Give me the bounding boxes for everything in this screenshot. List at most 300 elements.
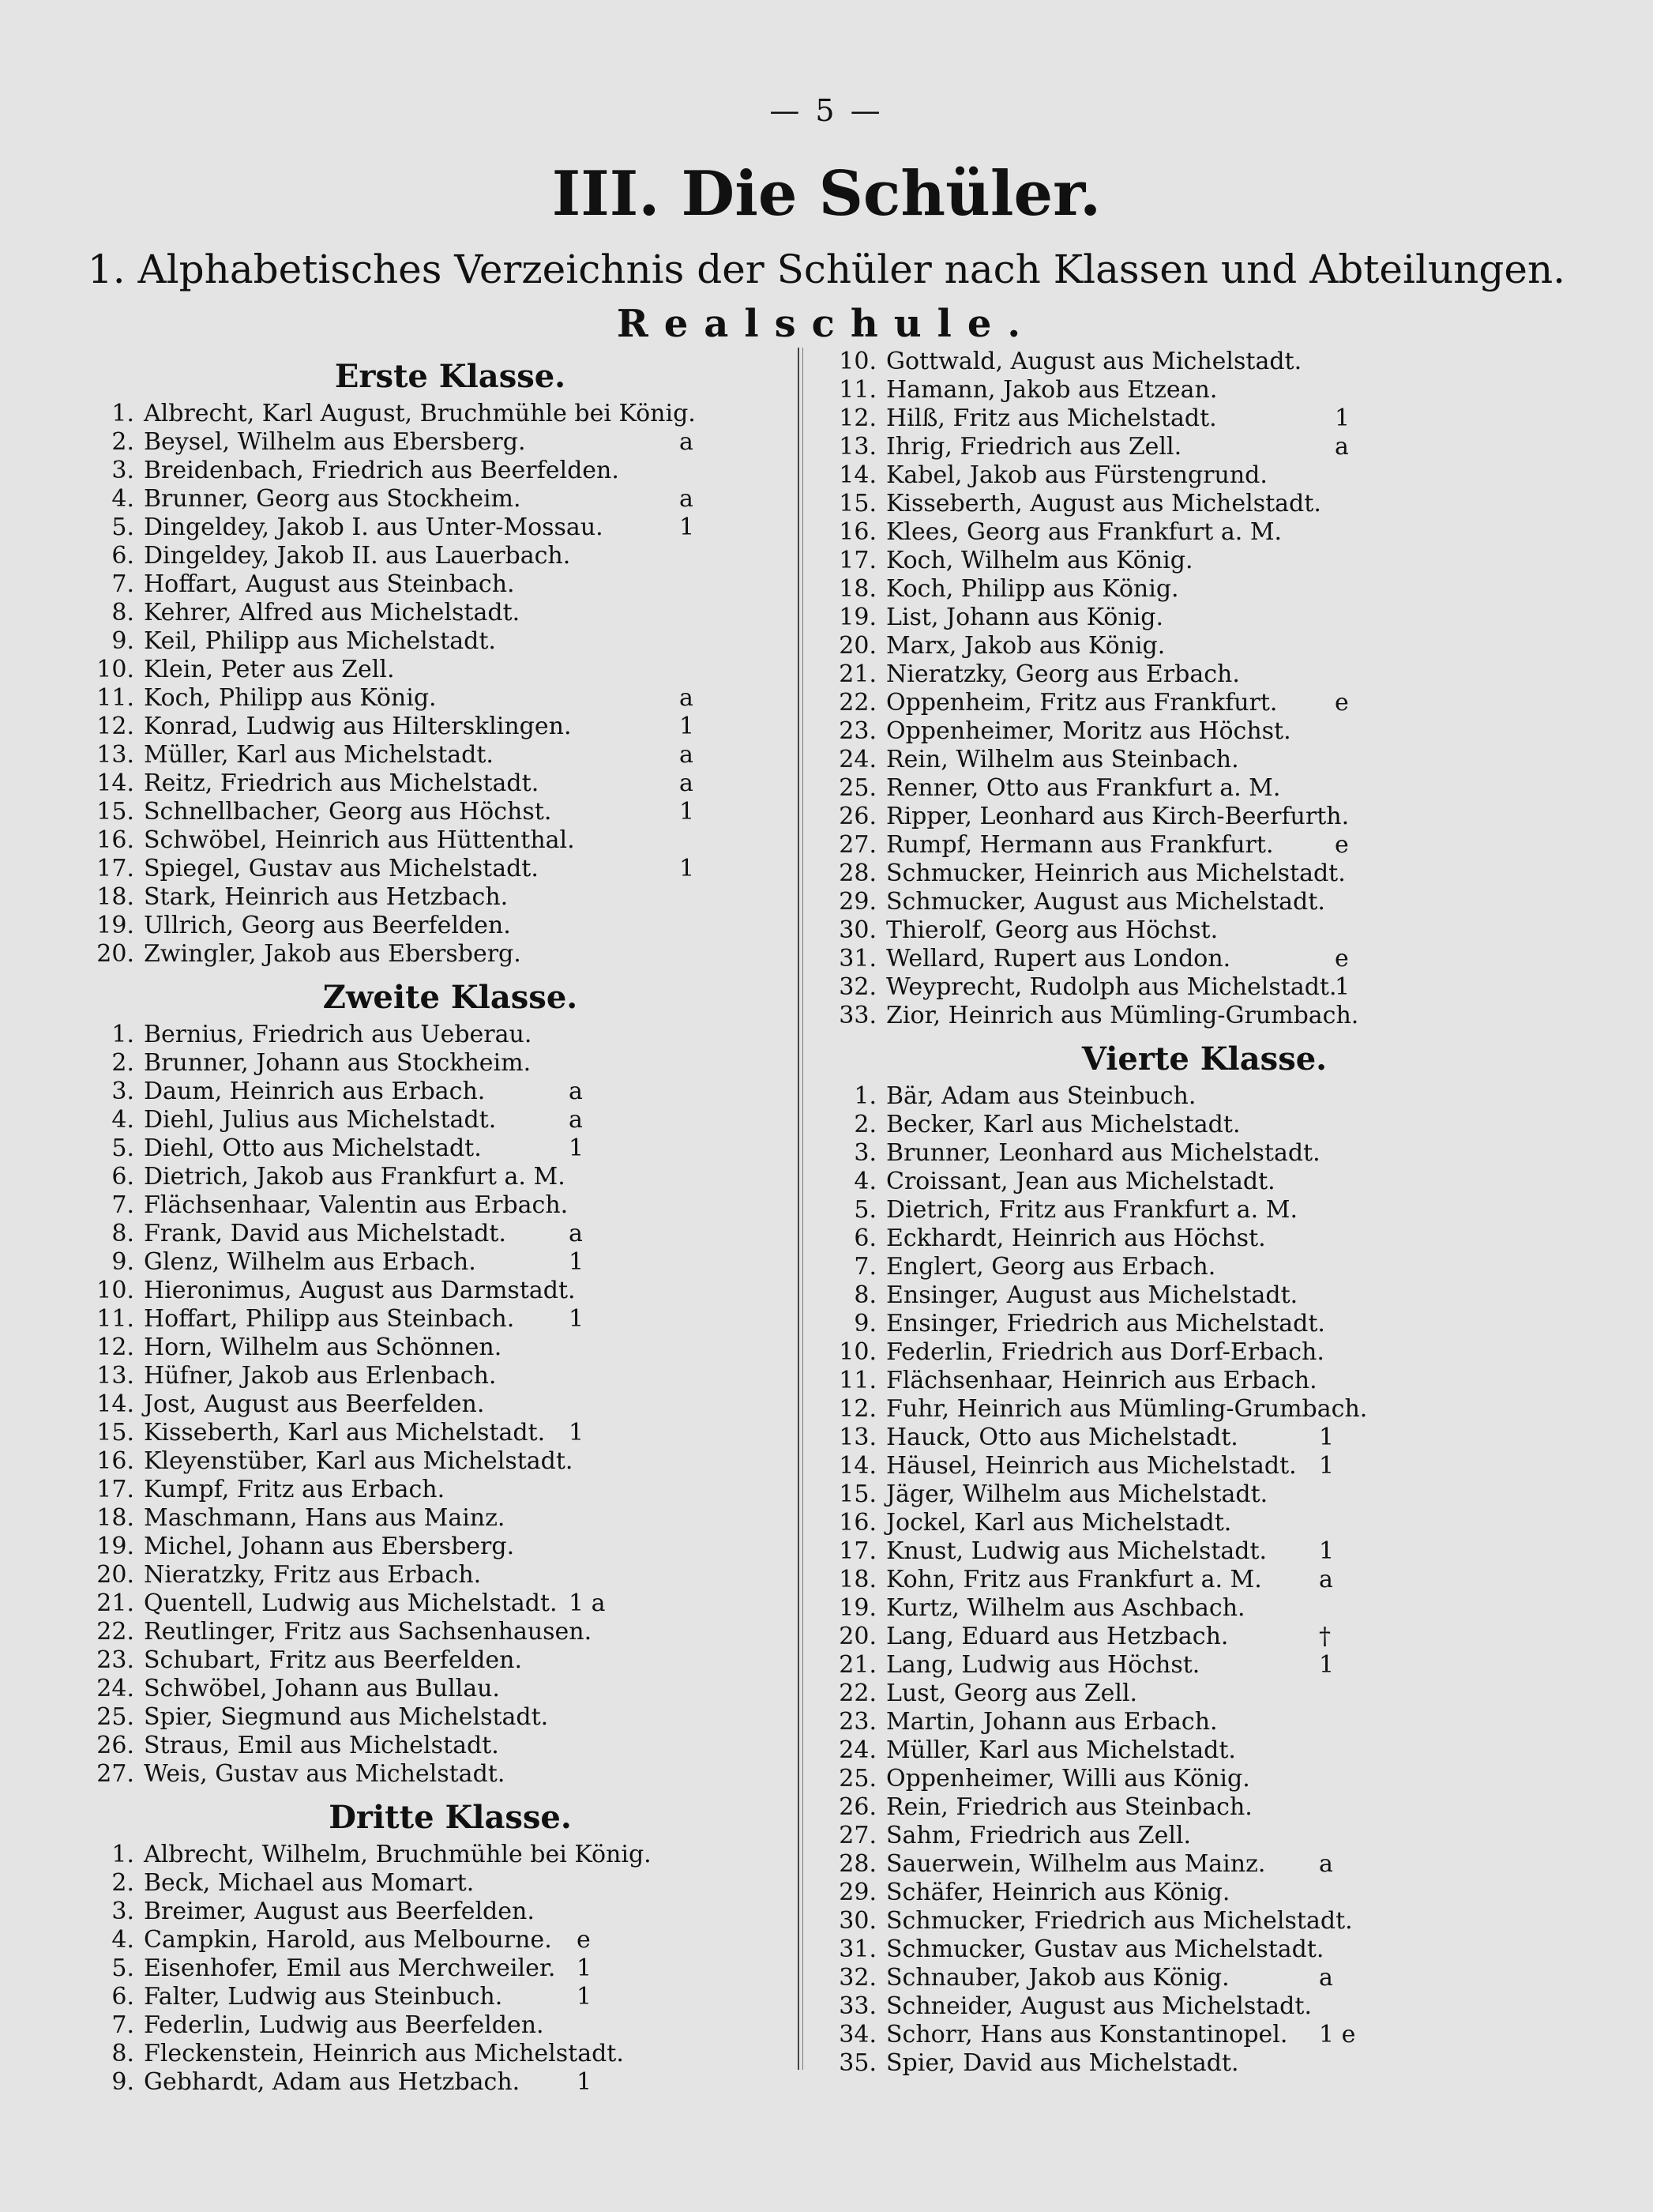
student-row — [95, 1305, 806, 1334]
student-row — [95, 1447, 806, 1476]
student-row — [837, 1139, 1572, 1168]
student-number: 2. — [111, 1049, 134, 1077]
student-name: Michel, Johann aus Ebersberg. — [144, 1533, 515, 1560]
student-list — [95, 400, 806, 969]
student-name: Schnauber, Jakob aus König. — [886, 1964, 1230, 1992]
student-row — [95, 542, 806, 570]
student-name: Schmucker, Heinrich aus Michelstadt. — [886, 860, 1346, 887]
student-mark: e — [577, 1926, 591, 1954]
page-number: — 5 — — [769, 93, 884, 128]
student-row — [837, 916, 1572, 945]
student-row — [837, 803, 1572, 831]
column-divider — [798, 348, 803, 2070]
student-name: Klees, Georg aus Frankfurt a. M. — [886, 518, 1283, 546]
student-row — [95, 1898, 806, 1926]
klasse-heading: Vierte Klasse. — [1081, 1040, 1328, 1078]
student-name: Ullrich, Georg aus Beerfelden. — [144, 912, 511, 939]
student-number: 13. — [96, 1362, 134, 1390]
student-list — [837, 348, 1572, 1030]
student-row — [95, 457, 806, 485]
student-number: 6. — [111, 542, 134, 570]
student-number: 13. — [839, 433, 877, 461]
student-name: Zior, Heinrich aus Mümling-Grumbach. — [886, 1002, 1359, 1029]
student-name: Weyprecht, Rudolph aus Michelstadt. — [886, 973, 1337, 1001]
student-number: 14. — [839, 461, 877, 489]
student-row — [95, 713, 806, 741]
student-row — [837, 1537, 1572, 1566]
student-number: 34. — [839, 2021, 877, 2048]
student-row — [837, 1765, 1572, 1793]
student-row — [95, 1220, 806, 1248]
student-row — [837, 888, 1572, 916]
student-number: 13. — [96, 741, 134, 769]
student-row — [95, 514, 806, 542]
student-row — [95, 1362, 806, 1390]
student-mark: a — [569, 1106, 583, 1134]
student-number: 9. — [111, 627, 134, 655]
student-number: 12. — [96, 713, 134, 740]
student-row — [95, 1983, 806, 2011]
student-row — [837, 1253, 1572, 1281]
student-row — [95, 1954, 806, 1983]
student-row — [837, 2021, 1572, 2049]
student-name: Kisseberth, August aus Michelstadt. — [886, 490, 1321, 517]
student-name: Kumpf, Fritz aus Erbach. — [144, 1476, 445, 1503]
student-row — [95, 1589, 806, 1618]
student-number: 31. — [839, 945, 877, 972]
student-row — [95, 1703, 806, 1732]
student-name: Rumpf, Hermann aus Frankfurt. — [886, 831, 1274, 859]
student-mark: 1 — [569, 1305, 584, 1333]
student-name: Albrecht, Wilhelm, Bruchmühle bei König. — [144, 1841, 652, 1868]
student-name: Reutlinger, Fritz aus Sachsenhausen. — [144, 1618, 592, 1646]
student-number: 28. — [839, 860, 877, 887]
student-name: Federlin, Ludwig aus Beerfelden. — [144, 2011, 544, 2039]
student-row — [837, 1452, 1572, 1480]
student-number: 4. — [111, 1926, 134, 1954]
right-column — [837, 348, 1572, 2078]
student-name: Klein, Peter aus Zell. — [144, 656, 395, 683]
student-number: 24. — [839, 746, 877, 773]
student-name: Dingeldey, Jakob II. aus Lauerbach. — [144, 542, 571, 570]
student-name: Flächsenhaar, Valentin aus Erbach. — [144, 1191, 569, 1219]
student-number: 7. — [111, 2011, 134, 2039]
student-number: 26. — [96, 1732, 134, 1759]
student-row — [837, 1367, 1572, 1395]
student-number: 18. — [839, 1566, 877, 1593]
student-mark: 1 — [679, 855, 695, 882]
student-mark: a — [1319, 1964, 1333, 1992]
student-mark: a — [1335, 433, 1349, 461]
student-row — [837, 1623, 1572, 1651]
student-number: 20. — [839, 1623, 877, 1650]
student-mark: 1 — [577, 2068, 592, 2096]
student-number: 10. — [96, 1277, 134, 1304]
student-name: Thierolf, Georg aus Höchst. — [886, 916, 1219, 944]
student-row — [837, 1566, 1572, 1594]
student-number: 8. — [111, 1220, 134, 1247]
student-row — [837, 1708, 1572, 1736]
student-row — [837, 1480, 1572, 1509]
student-number: 1. — [854, 1082, 877, 1110]
student-name: Gottwald, August aus Michelstadt. — [886, 348, 1302, 375]
student-number: 2. — [854, 1111, 877, 1138]
student-row — [95, 741, 806, 769]
student-name: Schmucker, Friedrich aus Michelstadt. — [886, 1907, 1353, 1935]
student-row — [837, 1196, 1572, 1224]
student-number: 23. — [839, 717, 877, 745]
student-row — [95, 912, 806, 940]
student-number: 9. — [111, 2068, 134, 2096]
student-name: Marx, Jakob aus König. — [886, 632, 1166, 660]
student-mark: 1 — [679, 514, 695, 541]
student-number: 1. — [111, 400, 134, 427]
student-row — [837, 575, 1572, 604]
student-name: Spier, David aus Michelstadt. — [886, 2049, 1239, 2077]
student-name: Hüfner, Jakob aus Erlenbach. — [144, 1362, 497, 1390]
student-number: 27. — [839, 831, 877, 859]
student-name: Jäger, Wilhelm aus Michelstadt. — [886, 1480, 1268, 1508]
student-number: 27. — [96, 1760, 134, 1788]
student-row — [95, 1163, 806, 1191]
student-row — [95, 1841, 806, 1869]
student-number: 7. — [854, 1253, 877, 1281]
student-number: 17. — [96, 855, 134, 882]
student-number: 4. — [854, 1168, 877, 1195]
student-number: 29. — [839, 1879, 877, 1906]
student-row — [95, 1390, 806, 1419]
student-name: Frank, David aus Michelstadt. — [144, 1220, 506, 1247]
student-number: 6. — [111, 1163, 134, 1191]
student-name: Brunner, Johann aus Stockheim. — [144, 1049, 532, 1077]
student-number: 18. — [96, 883, 134, 911]
student-number: 4. — [111, 485, 134, 513]
student-name: Gebhardt, Adam aus Hetzbach. — [144, 2068, 520, 2096]
student-name: Albrecht, Karl August, Bruchmühle bei König. — [144, 400, 696, 427]
student-name: Englert, Georg aus Erbach. — [886, 1253, 1216, 1281]
student-number: 12. — [839, 404, 877, 432]
student-row — [837, 1002, 1572, 1030]
student-mark: a — [679, 769, 693, 797]
student-row — [95, 1760, 806, 1789]
student-number: 24. — [96, 1675, 134, 1702]
student-name: Spier, Siegmund aus Michelstadt. — [144, 1703, 549, 1731]
student-name: Brunner, Georg aus Stockheim. — [144, 485, 521, 513]
student-row — [95, 1134, 806, 1163]
student-row — [837, 490, 1572, 518]
student-row — [95, 1675, 806, 1703]
student-row — [95, 798, 806, 826]
student-name: Schmucker, Gustav aus Michelstadt. — [886, 1936, 1324, 1963]
student-name: Kisseberth, Karl aus Michelstadt. — [144, 1419, 546, 1446]
student-name: Weis, Gustav aus Michelstadt. — [144, 1760, 505, 1788]
student-number: 26. — [839, 1793, 877, 1821]
student-number: 5. — [111, 514, 134, 541]
student-name: Horn, Wilhelm aus Schönnen. — [144, 1334, 502, 1361]
student-row — [837, 831, 1572, 860]
student-name: Kabel, Jakob aus Fürstengrund. — [886, 461, 1268, 489]
student-number: 6. — [854, 1224, 877, 1252]
student-mark: 1 — [1335, 973, 1351, 1001]
student-number: 23. — [839, 1708, 877, 1736]
student-name: Dietrich, Fritz aus Frankfurt a. M. — [886, 1196, 1298, 1224]
klasse-heading: Erste Klasse. — [334, 358, 566, 395]
student-number: 9. — [854, 1310, 877, 1337]
student-number: 1. — [111, 1841, 134, 1868]
student-number: 11. — [839, 1367, 877, 1394]
student-name: Kehrer, Alfred aus Michelstadt. — [144, 599, 520, 626]
student-row — [95, 940, 806, 969]
student-number: 30. — [839, 916, 877, 944]
student-name: Maschmann, Hans aus Mainz. — [144, 1504, 505, 1532]
section-subtitle: 1. Alphabetisches Verzeichnis der Schüler nach Klassen und Abteilungen. — [87, 246, 1566, 292]
student-number: 19. — [96, 912, 134, 939]
student-row — [837, 1509, 1572, 1537]
student-number: 22. — [839, 689, 877, 717]
student-name: Schäfer, Heinrich aus König. — [886, 1879, 1230, 1906]
student-number: 17. — [839, 547, 877, 574]
student-name: Hoffart, Philipp aus Steinbach. — [144, 1305, 515, 1333]
student-number: 11. — [839, 376, 877, 404]
student-name: Beck, Michael aus Momart. — [144, 1869, 475, 1897]
student-name: Daum, Heinrich aus Erbach. — [144, 1078, 486, 1105]
student-name: Dietrich, Jakob aus Frankfurt a. M. — [144, 1163, 565, 1191]
student-mark: e — [1335, 689, 1349, 717]
student-row — [837, 1879, 1572, 1907]
student-row — [95, 656, 806, 684]
student-row — [95, 485, 806, 514]
student-name: Sahm, Friedrich aus Zell. — [886, 1822, 1192, 1849]
student-name: Oppenheimer, Moritz aus Höchst. — [886, 717, 1291, 745]
student-row — [95, 826, 806, 855]
student-name: Koch, Philipp aus König. — [886, 575, 1179, 603]
student-mark: 1 — [569, 1134, 584, 1162]
student-number: 19. — [839, 1594, 877, 1622]
student-number: 30. — [839, 1907, 877, 1935]
student-row — [837, 1310, 1572, 1338]
student-mark: a — [679, 684, 693, 712]
student-name: Martin, Johann aus Erbach. — [886, 1708, 1218, 1736]
student-name: Rein, Wilhelm aus Steinbach. — [886, 746, 1239, 773]
student-number: 5. — [111, 1134, 134, 1162]
student-row — [95, 2068, 806, 2097]
student-name: Spiegel, Gustav aus Michelstadt. — [144, 855, 539, 882]
student-mark: a — [1319, 1566, 1333, 1593]
student-name: Falter, Ludwig aus Steinbuch. — [144, 1983, 503, 2011]
student-number: 20. — [96, 940, 134, 968]
student-number: 4. — [111, 1106, 134, 1134]
student-number: 3. — [854, 1139, 877, 1167]
student-mark: 1 — [577, 1954, 592, 1982]
student-row — [837, 1395, 1572, 1424]
student-mark: a — [569, 1078, 583, 1105]
student-row — [95, 1049, 806, 1078]
student-name: Schorr, Hans aus Konstantinopel. — [886, 2021, 1288, 2048]
student-number: 15. — [96, 1419, 134, 1446]
student-name: Quentell, Ludwig aus Michelstadt. — [144, 1589, 558, 1617]
student-mark: 1 — [679, 713, 695, 740]
student-number: 11. — [96, 684, 134, 712]
student-name: Bär, Adam aus Steinbuch. — [886, 1082, 1197, 1110]
student-row — [837, 1992, 1572, 2021]
student-name: Stark, Heinrich aus Hetzbach. — [144, 883, 509, 911]
student-number: 25. — [839, 774, 877, 802]
student-number: 25. — [96, 1703, 134, 1731]
student-name: Schneider, August aus Michelstadt. — [886, 1992, 1312, 2020]
student-name: Eisenhofer, Emil aus Merchweiler. — [144, 1954, 556, 1982]
student-row — [837, 1736, 1572, 1765]
student-mark: a — [1319, 1850, 1333, 1878]
student-name: Ihrig, Friedrich aus Zell. — [886, 433, 1182, 461]
student-number: 32. — [839, 973, 877, 1001]
student-name: Campkin, Harold, aus Melbourne. — [144, 1926, 552, 1954]
student-mark: e — [1335, 831, 1349, 859]
student-row — [95, 1476, 806, 1504]
student-mark: 1 — [679, 798, 695, 826]
student-name: Rein, Friedrich aus Steinbach. — [886, 1793, 1253, 1821]
student-row — [837, 1168, 1572, 1196]
student-row — [837, 1850, 1572, 1879]
student-row — [95, 1419, 806, 1447]
student-row — [837, 1651, 1572, 1680]
student-name: Flächsenhaar, Heinrich aus Erbach. — [886, 1367, 1317, 1394]
student-mark: a — [679, 741, 693, 769]
student-name: Koch, Wilhelm aus König. — [886, 547, 1193, 574]
student-name: Ensinger, August aus Michelstadt. — [886, 1281, 1298, 1309]
student-row — [837, 1338, 1572, 1367]
student-row — [837, 1082, 1572, 1111]
student-number: 20. — [839, 632, 877, 660]
student-name: Wellard, Rupert aus London. — [886, 945, 1231, 972]
student-row — [95, 1646, 806, 1675]
student-name: Hilß, Fritz aus Michelstadt. — [886, 404, 1217, 432]
student-row — [95, 1021, 806, 1049]
student-name: Zwingler, Jakob aus Ebersberg. — [144, 940, 521, 968]
student-row — [95, 1334, 806, 1362]
student-name: Fleckenstein, Heinrich aus Michelstadt. — [144, 2040, 624, 2067]
student-mark: 1 — [1335, 404, 1351, 432]
student-number: 18. — [839, 575, 877, 603]
student-number: 16. — [96, 1447, 134, 1475]
student-row — [837, 1936, 1572, 1964]
student-number: 31. — [839, 1936, 877, 1963]
student-number: 8. — [111, 599, 134, 626]
student-list — [95, 1021, 806, 1789]
klasse-heading: Dritte Klasse. — [329, 1799, 572, 1836]
student-number: 11. — [96, 1305, 134, 1333]
student-number: 8. — [854, 1281, 877, 1309]
student-number: 2. — [111, 1869, 134, 1897]
student-mark: a — [569, 1220, 583, 1247]
student-row — [95, 1191, 806, 1220]
student-row — [95, 627, 806, 656]
student-name: Nieratzky, Georg aus Erbach. — [886, 660, 1240, 688]
student-name: Bernius, Friedrich aus Ueberau. — [144, 1021, 532, 1048]
student-name: Lang, Ludwig aus Höchst. — [886, 1651, 1200, 1679]
student-number: 3. — [111, 457, 134, 484]
student-mark: 1 — [1319, 1452, 1335, 1480]
student-row — [95, 769, 806, 798]
student-number: 20. — [96, 1561, 134, 1589]
student-number: 10. — [839, 348, 877, 375]
student-row — [95, 883, 806, 912]
student-row — [837, 660, 1572, 689]
student-mark: 1 — [569, 1419, 584, 1446]
student-row — [95, 570, 806, 599]
student-number: 29. — [839, 888, 877, 916]
student-list — [837, 1082, 1572, 2078]
student-name: Konrad, Ludwig aus Hiltersklingen. — [144, 713, 572, 740]
student-row — [837, 1424, 1572, 1452]
student-name: Lust, Georg aus Zell. — [886, 1680, 1138, 1707]
student-number: 35. — [839, 2049, 877, 2077]
student-number: 19. — [96, 1533, 134, 1560]
student-row — [95, 2040, 806, 2068]
student-number: 15. — [96, 798, 134, 826]
student-name: Häusel, Heinrich aus Michelstadt. — [886, 1452, 1297, 1480]
student-name: Lang, Eduard aus Hetzbach. — [886, 1623, 1229, 1650]
student-row — [837, 1907, 1572, 1936]
student-row — [837, 1822, 1572, 1850]
student-mark: 1 — [1319, 1424, 1335, 1451]
student-number: 10. — [839, 1338, 877, 1366]
student-number: 16. — [96, 826, 134, 854]
student-name: Kurtz, Wilhelm aus Aschbach. — [886, 1594, 1245, 1622]
student-row — [837, 348, 1572, 376]
student-number: 14. — [96, 1390, 134, 1418]
student-row — [95, 2011, 806, 2040]
student-row — [95, 1869, 806, 1898]
student-name: Diehl, Otto aus Michelstadt. — [144, 1134, 482, 1162]
student-number: 10. — [96, 656, 134, 683]
student-row — [837, 1111, 1572, 1139]
student-name: Renner, Otto aus Frankfurt a. M. — [886, 774, 1281, 802]
student-number: 3. — [111, 1898, 134, 1925]
student-row — [837, 518, 1572, 547]
student-name: Schwöbel, Johann aus Bullau. — [144, 1675, 500, 1702]
student-name: Becker, Karl aus Michelstadt. — [886, 1111, 1241, 1138]
student-row — [837, 689, 1572, 717]
student-name: Jockel, Karl aus Michelstadt. — [886, 1509, 1232, 1537]
student-name: Jost, August aus Beerfelden. — [144, 1390, 485, 1418]
student-name: Koch, Philipp aus König. — [144, 684, 437, 712]
student-row — [837, 860, 1572, 888]
student-name: Diehl, Julius aus Michelstadt. — [144, 1106, 497, 1134]
student-number: 22. — [96, 1618, 134, 1646]
student-name: Brunner, Leonhard aus Michelstadt. — [886, 1139, 1321, 1167]
student-number: 19. — [839, 604, 877, 631]
student-row — [837, 1281, 1572, 1310]
student-name: Dingeldey, Jakob I. aus Unter-Mossau. — [144, 514, 603, 541]
student-row — [837, 376, 1572, 404]
student-number: 3. — [111, 1078, 134, 1105]
student-name: Schubart, Fritz aus Beerfelden. — [144, 1646, 523, 1674]
student-row — [837, 461, 1572, 490]
student-number: 25. — [839, 1765, 877, 1793]
student-name: Schwöbel, Heinrich aus Hüttenthal. — [144, 826, 575, 854]
student-row — [95, 1618, 806, 1646]
student-mark: † — [1319, 1623, 1331, 1650]
student-row — [837, 632, 1572, 660]
student-number: 5. — [854, 1196, 877, 1224]
student-row — [837, 717, 1572, 746]
student-name: Glenz, Wilhelm aus Erbach. — [144, 1248, 476, 1276]
student-row — [95, 1277, 806, 1305]
student-number: 7. — [111, 1191, 134, 1219]
student-name: Knust, Ludwig aus Michelstadt. — [886, 1537, 1268, 1565]
student-name: Ripper, Leonhard aus Kirch-Beerfurth. — [886, 803, 1350, 830]
student-row — [95, 1078, 806, 1106]
